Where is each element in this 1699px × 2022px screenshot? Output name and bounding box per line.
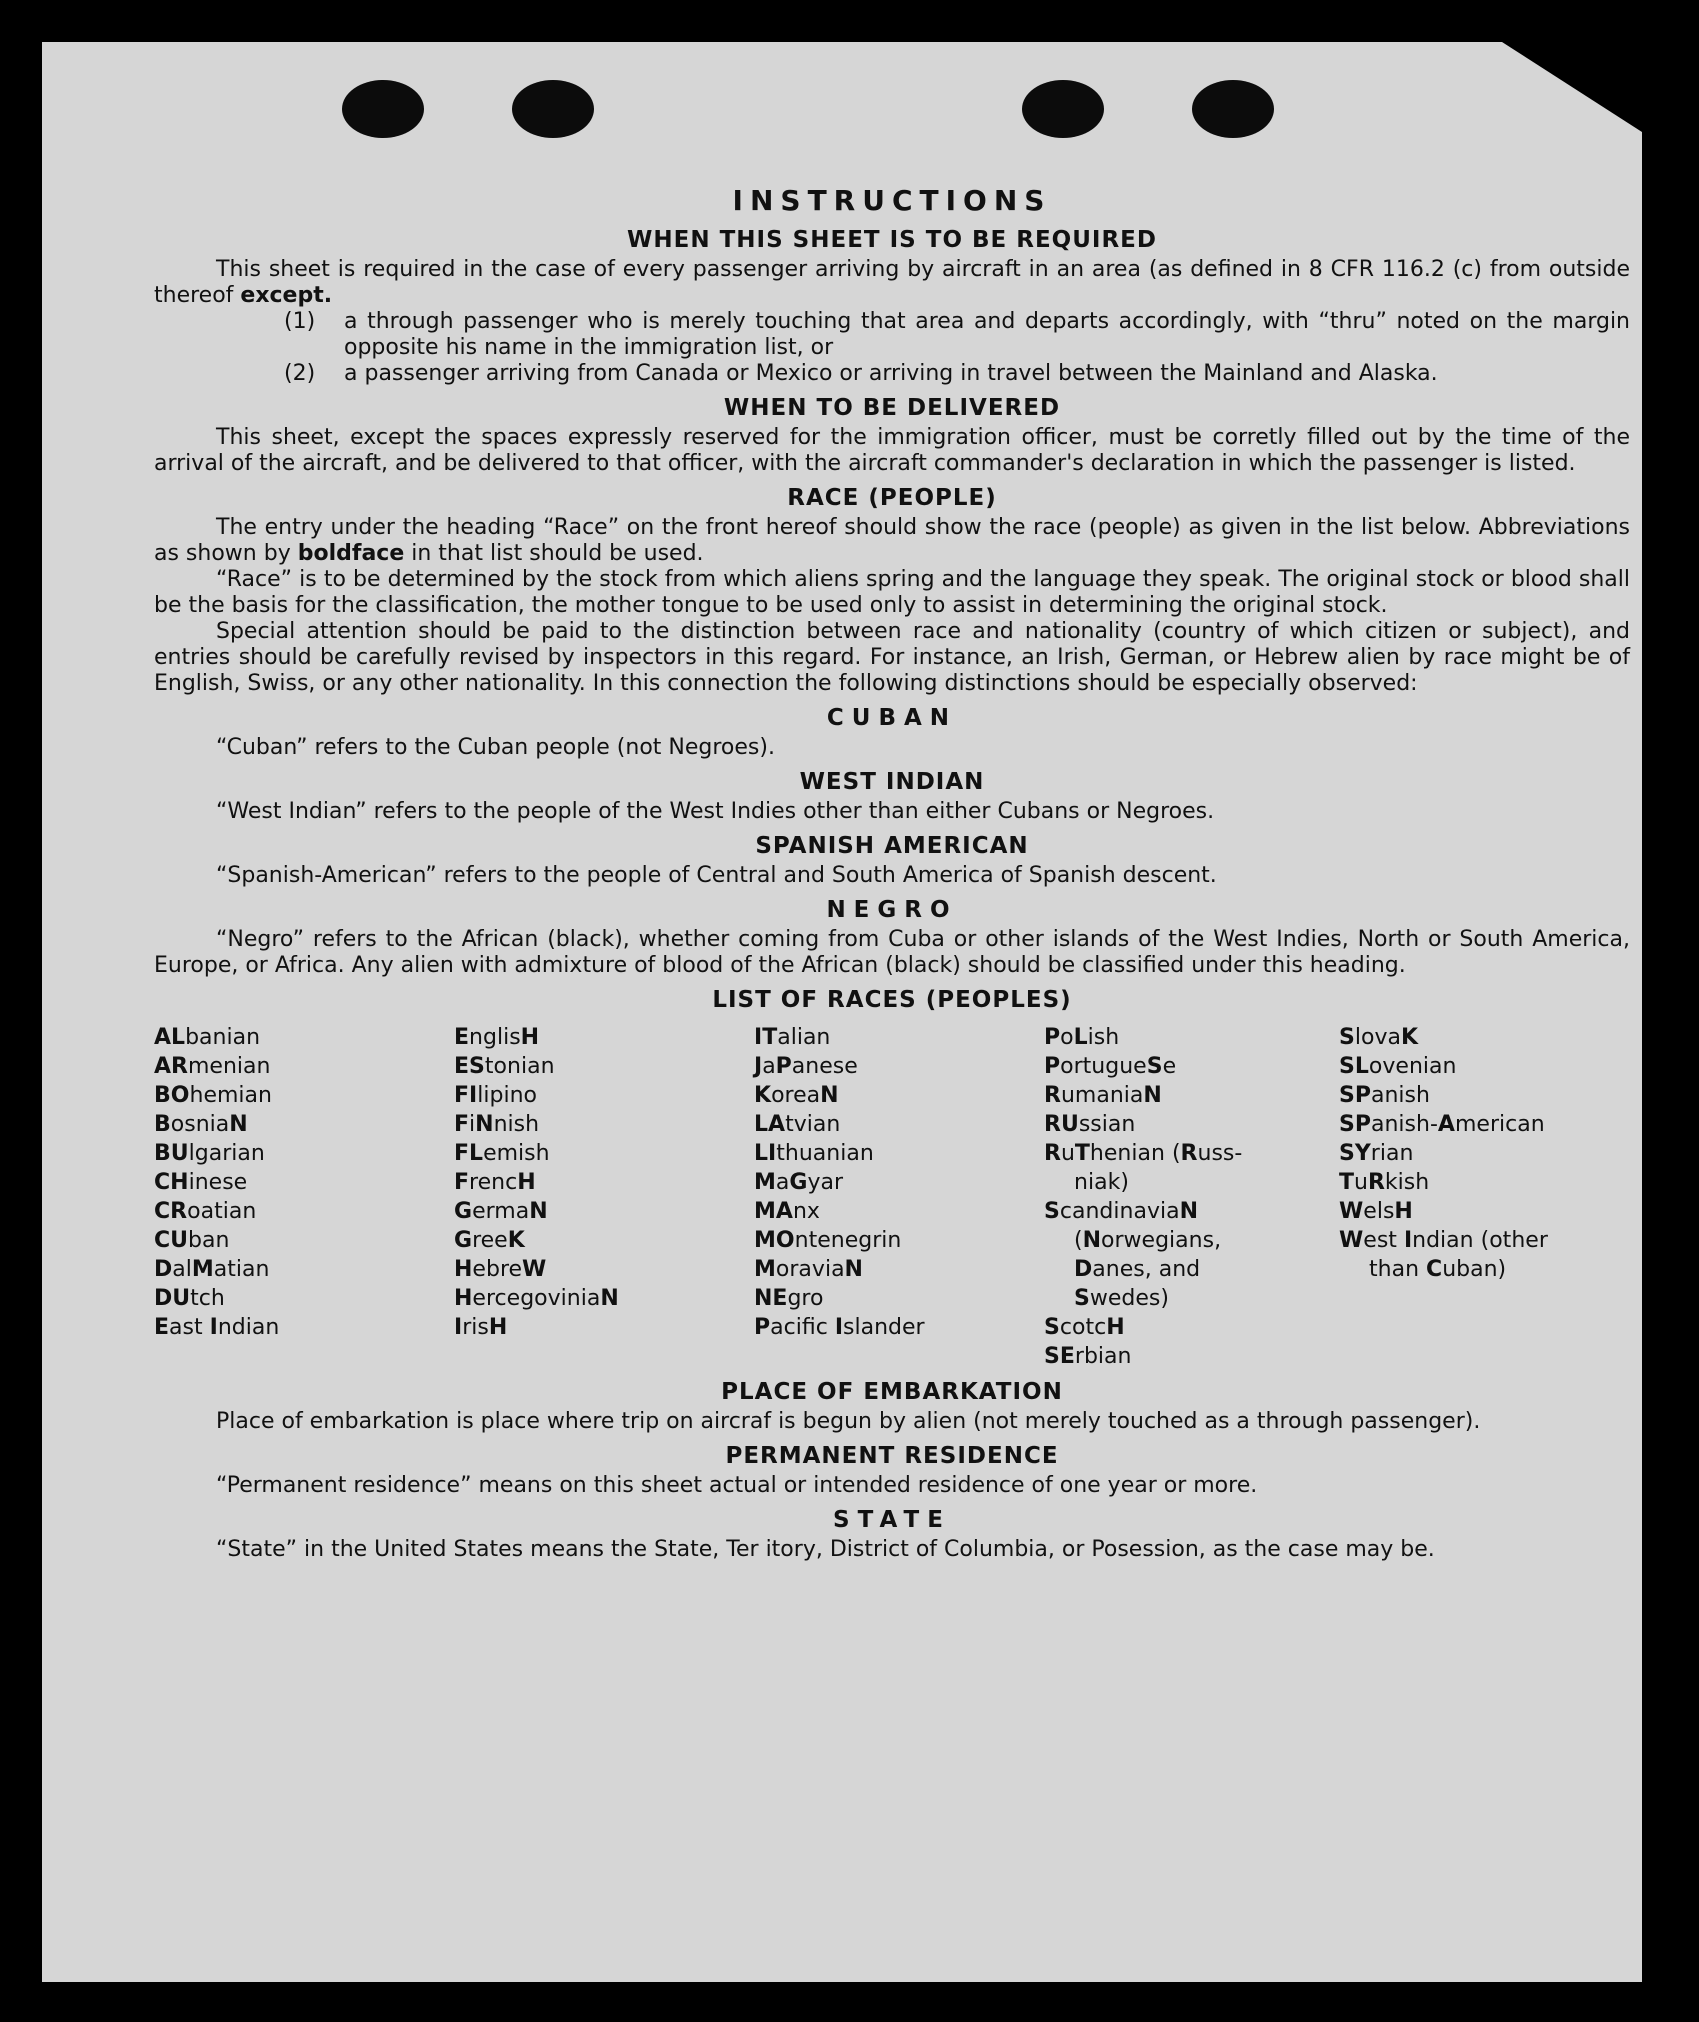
folded-corner: [1502, 42, 1642, 132]
race-item: SlovaK: [1339, 1025, 1419, 1050]
race-item: LAtvian: [754, 1112, 841, 1137]
race-item: EnglisH: [454, 1025, 540, 1050]
race-item: RuThenian (Russ-: [1044, 1141, 1243, 1166]
punch-hole: [512, 80, 594, 138]
heading-delivered: WHEN TO BE DELIVERED: [723, 395, 1061, 421]
heading-race: RACE (PEOPLE): [787, 485, 997, 511]
races-column-1: [154, 1023, 454, 1371]
race-item: PortugueSe: [1044, 1054, 1177, 1079]
race-paragraph-3: Special attention should be paid to the distinction between race and nationality (country of which citizen or subject), and entries should be carefully revised by inspectors in this regard. For instance, an Irish, German, or Hebrew alien by race might be of English, Swiss, or any other nationality. In this connection the following distinctions should be especially observed:: [154, 619, 1630, 696]
punch-hole: [1022, 80, 1104, 138]
race-item: SErbian: [1044, 1344, 1132, 1369]
races-list: [154, 1023, 1630, 1371]
delivered-text: This sheet, except the spaces expressly reserved for the immigration officer, must be corretly filled out by the time of the arrival of the aircraft, and be delivered to that officer, with the aircraft commander's declaration in which the passenger is listed.: [154, 425, 1630, 476]
west-indian-text: “West Indian” refers to the people of the West Indies other than either Cubans or Negroes.: [216, 799, 1215, 824]
heading-permanent-residence: PERMANENT RESIDENCE: [725, 1443, 1059, 1469]
race-paragraph-2: “Race” is to be determined by the stock from which aliens spring and the language they speak. The original stock or blood shall be the basis for the classification, the mother tongue to be used only to assist in determining the original stock.: [154, 567, 1630, 618]
races-column-5: [1339, 1023, 1629, 1371]
race-paragraph-1: The entry under the heading “Race” on the front hereof should show the race (people) as given in the list below. Abbreviations as shown by boldface in that list should be used.: [154, 515, 1630, 566]
race-item: RUssian: [1044, 1112, 1136, 1137]
required-item: (2) a passenger arriving from Canada or Mexico or arriving in travel between the Mainland and Alaska.: [284, 361, 1438, 386]
race-item: EStonian: [454, 1054, 555, 1079]
race-item: MAnx: [754, 1199, 820, 1224]
race-item: Swedes): [1074, 1286, 1169, 1311]
race-item: HercegoviniaN: [454, 1286, 619, 1311]
race-item: DalMatian: [154, 1257, 270, 1282]
heading-west-indian: WEST INDIAN: [799, 769, 985, 795]
page-title: INSTRUCTIONS: [732, 184, 1052, 217]
race-item: FIlipino: [454, 1083, 537, 1108]
race-item: PoLish: [1044, 1025, 1120, 1050]
race-item: SPanish: [1339, 1083, 1430, 1108]
race-item: GermaN: [454, 1199, 548, 1224]
spanish-american-text: “Spanish-American” refers to the people of Central and South America of Spanish descent.: [216, 863, 1217, 888]
race-item: ARmenian: [154, 1054, 271, 1079]
required-intro: This sheet is required in the case of every passenger arriving by aircraft in an area (as defined in 8 CFR 116.2 (c) from outside thereof except.: [154, 257, 1630, 308]
race-item: CRoatian: [154, 1199, 257, 1224]
residence-text: “Permanent residence” means on this sheet actual or intended residence of one year or more.: [216, 1473, 1258, 1498]
punch-hole: [342, 80, 424, 138]
race-item: DUtch: [154, 1286, 225, 1311]
race-item: CHinese: [154, 1170, 248, 1195]
races-column-2: [454, 1023, 754, 1371]
races-column-3: [754, 1023, 1044, 1371]
heading-cuban: CUBAN: [826, 705, 958, 731]
race-item: niak): [1074, 1170, 1129, 1195]
race-item: TuRkish: [1339, 1170, 1430, 1195]
race-item: ALbanian: [154, 1025, 261, 1050]
race-item: KoreaN: [754, 1083, 839, 1108]
negro-text: “Negro” refers to the African (black), whether coming from Cuba or other islands of the West Indies, North or South America, Europe, or Africa. Any alien with admixture of blood of the African (black) should be classified under this heading.: [154, 927, 1630, 978]
cuban-text: “Cuban” refers to the Cuban people (not Negroes).: [216, 735, 775, 760]
race-item: ScotcH: [1044, 1315, 1125, 1340]
heading-embarkation: PLACE OF EMBARKATION: [721, 1379, 1063, 1405]
race-item: Danes, and: [1074, 1257, 1201, 1282]
race-item: IrisH: [454, 1315, 508, 1340]
race-item: MOntenegrin: [754, 1228, 902, 1253]
race-item: FrencH: [454, 1170, 536, 1195]
heading-state: STATE: [833, 1507, 951, 1533]
race-item: SLovenian: [1339, 1054, 1457, 1079]
race-item: West Indian (other: [1339, 1228, 1548, 1253]
race-item: FLemish: [454, 1141, 550, 1166]
race-item: MaGyar: [754, 1170, 844, 1195]
race-item: WelsH: [1339, 1199, 1413, 1224]
heading-negro: NEGRO: [826, 897, 958, 923]
race-item: BUlgarian: [154, 1141, 265, 1166]
required-item: (1) a through passenger who is merely touching that area and departs accordingly, with “thru” noted on the margin opposite his name in the immigration list, or: [284, 309, 1630, 360]
race-item: BOhemian: [154, 1083, 272, 1108]
race-item: East Indian: [154, 1315, 280, 1340]
document-sheet: [42, 42, 1642, 1982]
race-item: RumaniaN: [1044, 1083, 1162, 1108]
race-item: Pacifc Islander: [754, 1315, 925, 1340]
race-item: HebreW: [454, 1257, 547, 1282]
races-column-4: [1044, 1023, 1339, 1371]
heading-required: WHEN THIS SHEET IS TO BE REQUIRED: [627, 227, 1157, 253]
race-item: CUban: [154, 1228, 230, 1253]
race-item: ITalian: [754, 1025, 831, 1050]
race-item: ScandinaviaN: [1044, 1199, 1198, 1224]
race-item: SPanish-American: [1339, 1112, 1545, 1137]
race-item: JaPanese: [754, 1054, 858, 1079]
race-item: than Cuban): [1369, 1257, 1507, 1282]
race-item: FiNnish: [454, 1112, 540, 1137]
race-item: NEgro: [754, 1286, 824, 1311]
state-text: “State” in the United States means the State, Ter itory, District of Columbia, or Posession, as the case may be.: [216, 1537, 1435, 1562]
race-item: BosniaN: [154, 1112, 248, 1137]
embarkation-text: Place of embarkation is place where trip on aircraf is begun by alien (not merely touched as a through passenger).: [216, 1409, 1481, 1434]
instructions-content: [154, 184, 1630, 1563]
heading-spanish-american: SPANISH AMERICAN: [755, 833, 1029, 859]
heading-list-of-races: LIST OF RACES (PEOPLES): [712, 987, 1072, 1013]
punch-hole: [1192, 80, 1274, 138]
race-item: MoraviaN: [754, 1257, 863, 1282]
race-item: GreeK: [454, 1228, 525, 1253]
race-item: SYrian: [1339, 1141, 1414, 1166]
race-item: (Norwegians,: [1074, 1228, 1222, 1253]
race-item: LIthuanian: [754, 1141, 874, 1166]
